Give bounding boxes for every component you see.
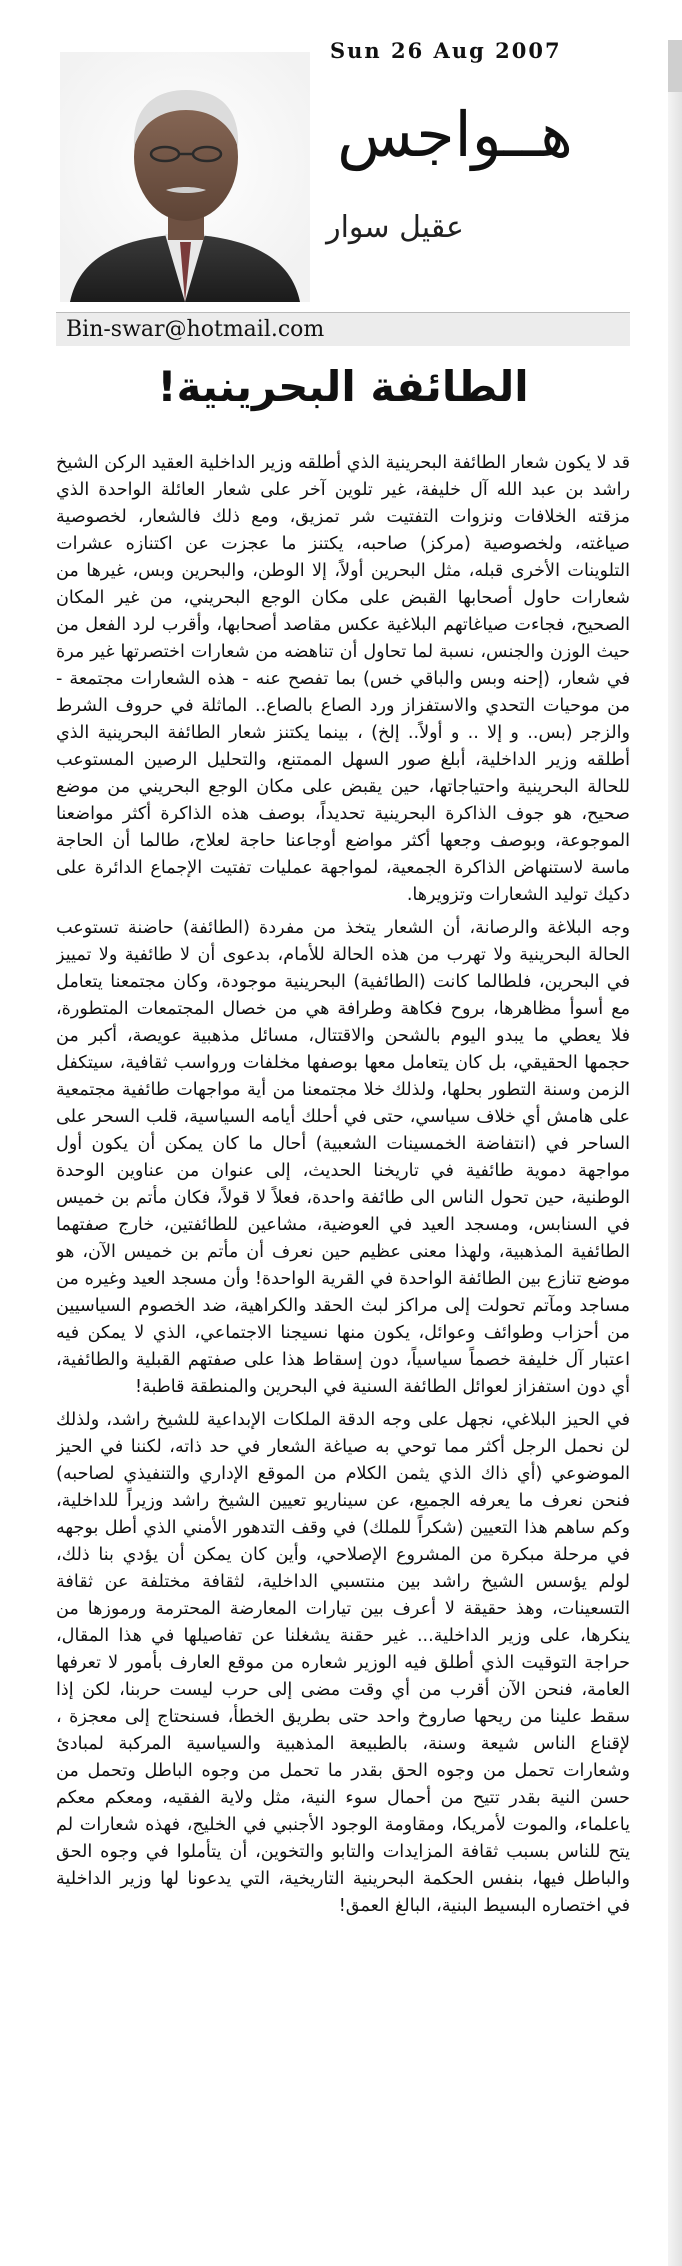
article-title: الطائفة البحرينية!: [157, 362, 529, 411]
author-photo-image: [60, 52, 310, 302]
page-edge-tab: [668, 40, 682, 92]
article-body: [56, 450, 630, 2250]
article-paragraph: وجه البلاغة والرصانة، أن الشعار يتخذ من مفردة (الطائفة) حاضنة تستوعب الحالة البحرينية ولا تهرب من هذه الحالة للأمام، بدعوى أن لا طائفية ولا تمييز في البحرين، فلطالما كانت (الطائفية) البحرينية موجودة، وكان مجتمعنا يتعامل مع أسوأ مظاهرها، بروح فكاهة وطرافة هي من خصال المجتمعات المتطورة، فلا يعطي ما يبدو اليوم بالشحن والاقتتال، مسائل مذهبية عويصة، أكبر من حجمها الحقيقي، بل كان يتعامل معها بوصفها مخلفات ورواسب ثقافية، سيتكفل الزمن وسنة التطور بحلها، ولذلك خلا مجتمعنا من أية مواجهات طائفية مجتمعية على هامش أي خلاف سياسي، حتى في أحلك أيامه السياسية، قلب السحر على الساحر في (انتفاضة الخمسينات الشعبية) أحال ما كان يمكن أن يكون أول مواجهة دموية طائفية في تاريخنا الحديث، إلى عنوان من عناوين الوحدة الوطنية، حين تحول الناس الى طائفة واحدة، فعلاً لا قولاً، فكان مأتم بن خميس في السنابس، ومسجد العيد في العوضية، مشاعين للطائفتين، خارج صفتهما الطائفية المذهبية، ولهذا معنى عظيم حين نعرف أن مأتم بن خميس الآن، هو موضع تنازع بين الطائفة الواحدة في القرية الواحدة! وأن مسجد العيد وغيره من مساجد ومآتم تحولت إلى مراكز لبث الحقد والكراهية، ضد الخصوم السياسيين من أحزاب وطوائف وعوائل، يكون منها نسيجنا الاجتماعي، الذي لا يمكن فيه اعتبار آل خليفة خصماً سياسياً، دون إسقاط هذا على صفتهم القبلية والطائفية، أي دون استفزاز لعوائل الطائفة السنية في البحرين والمنطقة قاطبة!: [56, 918, 630, 1397]
author-photo: [60, 52, 310, 302]
article-paragraph: في الحيز البلاغي، نجهل على وجه الدقة الملكات الإبداعية للشيخ راشد، ولذلك لن نحمل الرجل أكثر مما توحي به صياغة الشعار في حد ذاته، لكننا في الحيز الموضوعي (أي ذاك الذي يثمن الكلام من الموقع الإداري والتنفيذي لصاحبه) فنحن نعرف ما يعرفه الجميع، عن سيناريو تعيين الشيخ راشد وزيراً للداخلية، وكم ساهم هذا التعيين (شكراً للملك) في وقف التدهور الأمني الذي أطل بوجهه في مرحلة مبكرة من المشروع الإصلاحي، وأين كان يمكن أن يؤدي بنا ذلك، لولم يؤسس الشيخ راشد بين منتسبي الداخلية، لثقافة مختلفة عن ثقافة التسعينات، وهذ حقيقة لا أعرف بين تيارات المعارضة المحترمة ورموزها من ينكرها، على وزير الداخلية... غير حقنة يشغلنا عن تفاصيلها في هذا المقال، حراجة التوقيت الذي أطلق فيه الوزير شعاره من موقع العارف بأمور لا تعرفها العامة، فنحن الآن أقرب من أي وقت مضى إلى حرب ليست حربنا، لكن إذا سقط علينا من ريحها صاروخ واحد حتى بطريق الخطأ، فسنحتاج إلى معجزة ، لإقناع الناس شيعة وسنة، بالطبيعة المذهبية والسياسية المركبة لمبادئ وشعارات تحمل من وجوه الحق بقدر ما تحمل من وجوه الباطل وتحمل من حسن النية بقدر تتيح من أحمال سوء النية، مثل ولاية الفقيه، ومعكم معكم ياعلماء، والموت لأمريكا، ومقاومة الوجود الأجنبي في الخليج، فهذه شعارات لم يتح للناس بسبب ثقافة المزايدات والتابو والتخوين، أن يتأملوا في وجوه الحق والباطل فيها، بنفس الحكمة البحرينية التاريخية، التي يدعونا لها وزير الداخلية في اختصاره البسيط البنية، البالغ العمق!: [56, 1410, 630, 1916]
page-edge-strip: [668, 40, 682, 2266]
article-paragraph: قد لا يكون شعار الطائفة البحرينية الذي أطلقه وزير الداخلية العقيد الركن الشيخ راشد بن عبد الله آل خليفة، غير تلوين آخر على شعار العائلة الواحدة الذي مزقته الخلافات ونزوات التفتيت شر تمزيق، ومع ذلك فالشعار، لخصوصية صياغته، ولخصوصية (مركز) صاحبه، يكتنز ما عجزت عن اكتنازه عشرات التلوينات الأخرى قبله، مثل البحرين أولاً، إلا الوطن، والبحرين وبس، غيرها من شعارات حاول أصحابها القبض على مكان الوجع البحريني، من غير المكان الصحيح، فجاءت صياغاتهم البلاغية عكس مقاصد أصحابها، وأقرب لرد الفعل من حيث الوزن والجنس، نسبة لما تحاول أن تناهضه من شعارات اختصرتها غير مرة في شعار، (إحنه وبس والباقي خس) بما تفصح عنه - هذه الشعارات مجتمعة - من موحيات التحدي والاستفزاز ورد الصاع بالصاع.. الماثلة في حروف الشرط والزجر (بس.. و إلا .. و أولاً.. إلخ) ، بينما يكتنز شعار الطائفة البحرينية الذي أطلقه وزير الداخلية، أبلغ صور السهل الممتنع، والتحليل الرصين المستوعب للحالة البحرينية واحتياجاتها، حين يقبض على مكان الوجع البحريني من موضع صحيح، هو جوف الذاكرة البحرينية تحديداً، بوصف هذه الذاكرة أكثر مواضعنا الموجوعة، وبوصف وجعها أكثر مواضع أوجاعنا حاجة لعلاج، طالما أن الحاجة ماسة لاستنهاض الذاكرة الجمعية، لمواجهة عمليات تفتيت الإجماع الدائرة على دكيك توليد الشعارات وتزويرها.: [56, 453, 630, 905]
author-name: عقيل سوار: [326, 210, 464, 245]
author-email[interactable]: Bin-swar@hotmail.com: [56, 312, 630, 346]
publication-date: Sun 26 Aug 2007: [330, 38, 562, 63]
column-name: هــواجس: [337, 98, 573, 171]
